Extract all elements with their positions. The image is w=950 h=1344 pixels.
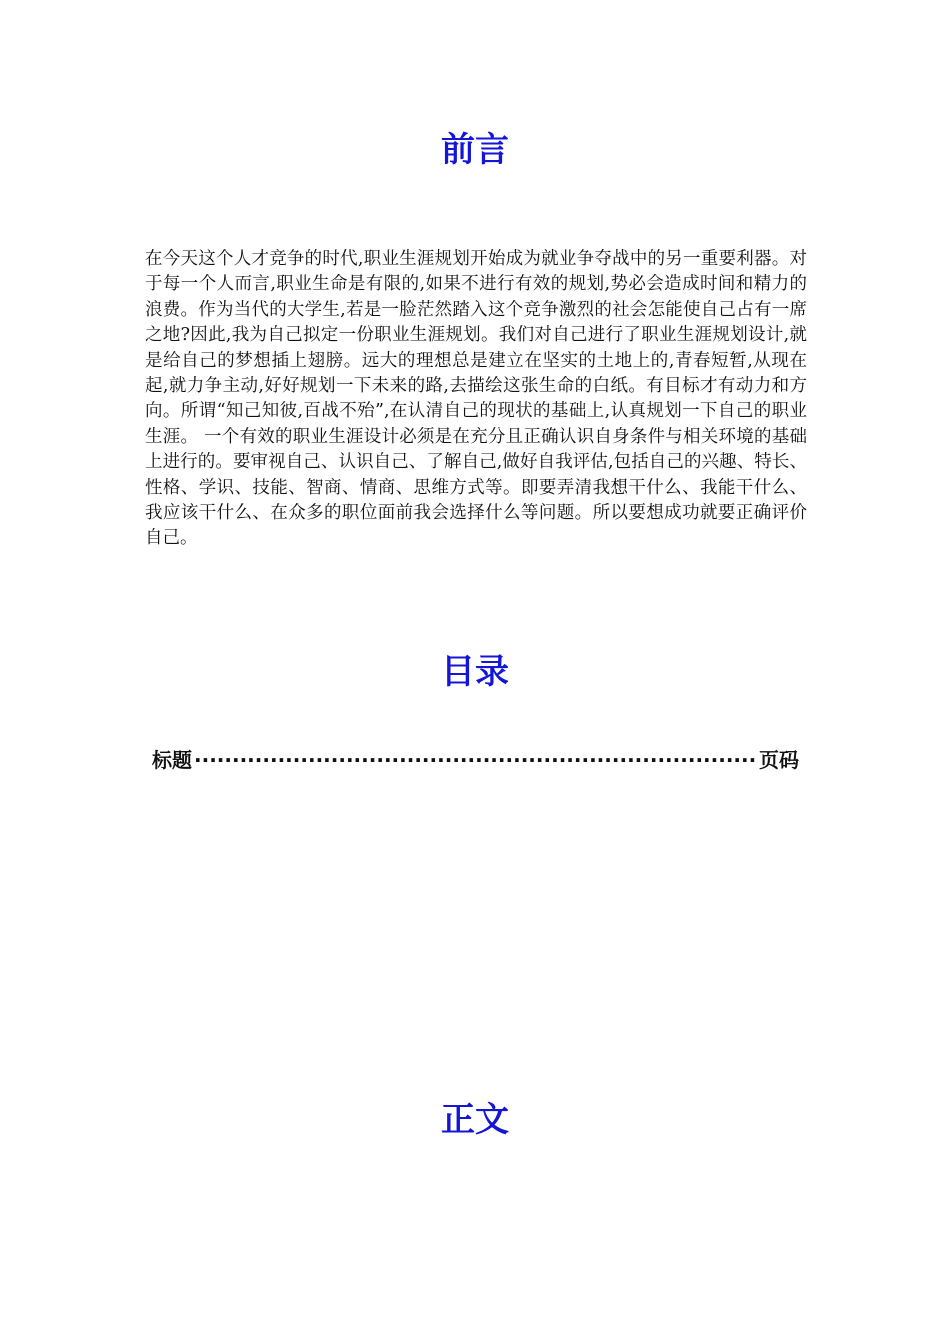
toc-entry-label: 标题 <box>152 748 192 772</box>
toc-entry-page: 页码 <box>759 748 799 772</box>
toc-leader-dots <box>194 746 757 774</box>
toc-entry <box>152 746 799 774</box>
preface-heading: 前言 <box>441 130 509 170</box>
toc-heading: 目录 <box>441 652 509 692</box>
preface-paragraph: 在今天这个人才竞争的时代,职业生涯规划开始成为就业争夺战中的另一重要利器。对于每一个人而言,职业生命是有限的,如果不进行有效的规划,势必会造成时间和精力的浪费。作为当代的大学生,若是一脸茫然踏入这个竞争激烈的社会怎能使自己占有一席之地?因此,我为自己拟定一份职业生涯规划。我们对自己进行了职业生涯规划设计,就是给自己的梦想插上翅膀。远大的理想总是建立在坚实的土地上的,青春短暂,从现在起,就力争主动,好好规划一下未来的路,去描绘这张生命的白纸。有目标才有动力和方向。所谓“知己知彼,百战不殆”,在认清自己的现状的基础上,认真规划一下自己的职业生涯。 一个有效的职业生涯设计必须是在充分且正确认识自身条件与相关环境的基础上进行的。要审视自己、认识自己、了解自己,做好自我评估,包括自己的兴趣、特长、性格、学识、技能、智商、情商、思维方式等。即要弄清我想干什么、我能干什么、我应该干什么、在众多的职位面前我会选择什么等问题。所以要想成功就要正确评价自己。 <box>145 249 807 549</box>
body-section-heading: 正文 <box>441 1100 509 1140</box>
